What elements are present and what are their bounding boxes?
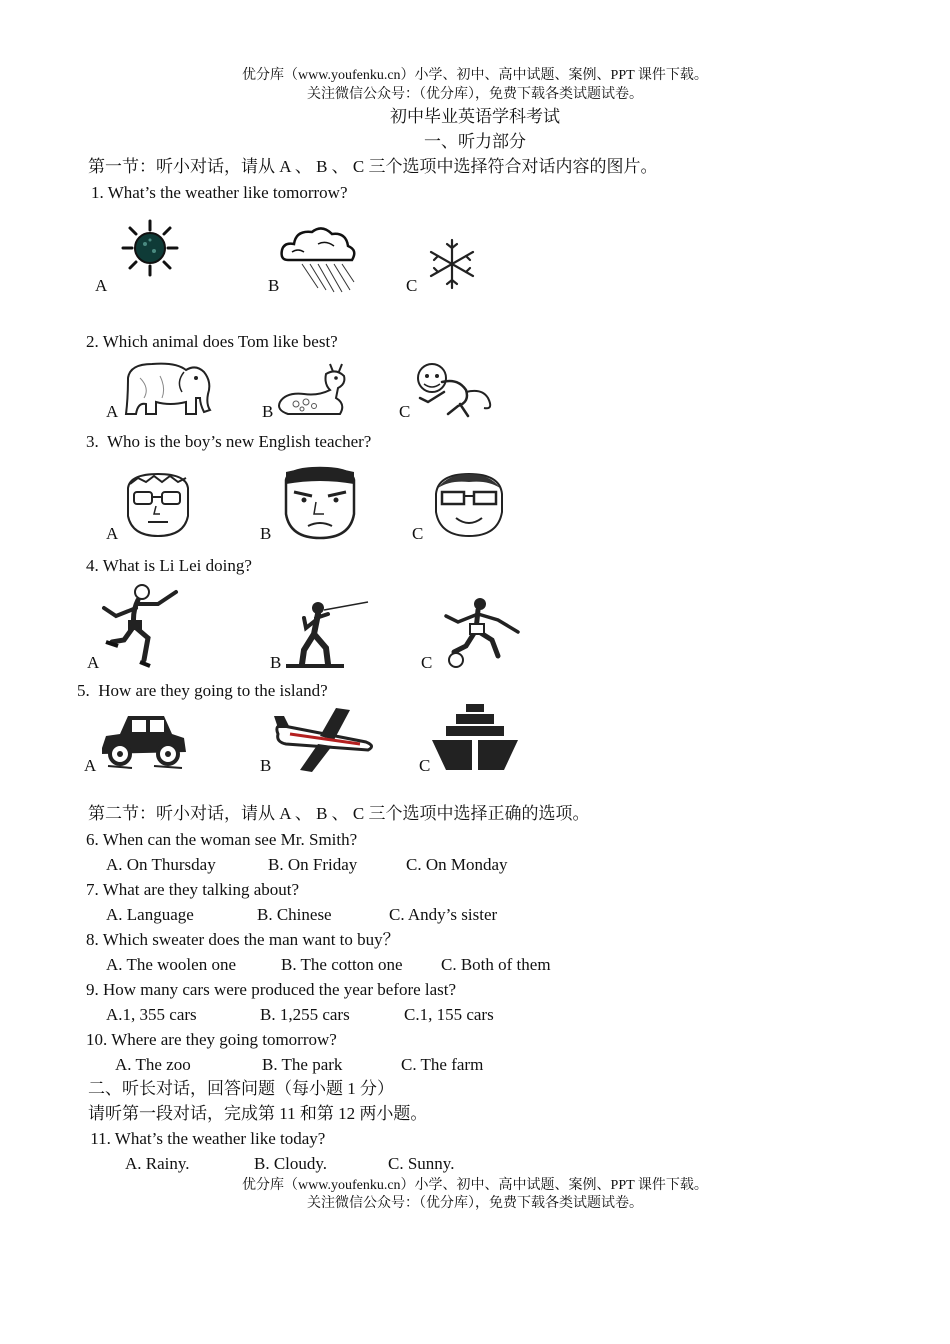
plane-icon	[270, 704, 378, 774]
option-label-a: A	[84, 756, 97, 775]
option-label-b: B	[260, 524, 272, 543]
option-a: A. Rainy.	[125, 1154, 190, 1173]
runner-icon	[96, 582, 190, 670]
football-player-icon	[440, 596, 526, 670]
option-label-c: C	[419, 756, 431, 775]
option-label-c: C	[399, 402, 411, 421]
option-a: A. On Thursday	[106, 855, 216, 874]
question-5: 5. How are they going to the island?	[77, 681, 328, 700]
option-b: B. The cotton one	[281, 955, 403, 974]
option-a: A. The zoo	[115, 1055, 191, 1074]
option-b: B. On Friday	[268, 855, 358, 874]
question-11: 11. What’s the weather like today?	[86, 1129, 326, 1148]
car-icon	[98, 708, 190, 772]
face-frown-icon	[280, 466, 360, 542]
part2-instruction: 请听第一段对话，完成第 11 和第 12 两小题。	[88, 1104, 428, 1123]
fencer-icon	[282, 598, 372, 670]
sun-icon	[120, 218, 180, 278]
face-glasses-icon	[118, 470, 198, 540]
option-label-a: A	[106, 402, 119, 421]
option-label-a: A	[87, 653, 100, 672]
question-7: 7. What are they talking about?	[86, 880, 300, 899]
question-2: 2. Which animal does Tom like best?	[86, 332, 338, 351]
option-c: C.1, 155 cars	[404, 1005, 494, 1024]
option-c: C. On Monday	[406, 855, 508, 874]
rain-cloud-icon	[278, 222, 360, 294]
option-a: A.1, 355 cars	[106, 1005, 197, 1024]
header-line-2: 关注微信公众号：（优分库），免费下载各类试题试卷。	[307, 87, 643, 102]
header-line-1: 优分库（www.youfenku.cn）小学、初中、高中试题、案例、PPT 课件下载。	[242, 68, 708, 83]
option-label-c: C	[421, 653, 433, 672]
part-heading: 一、听力部分	[424, 132, 526, 151]
option-c: C. Both of them	[441, 955, 551, 974]
footer-line-1: 优分库（www.youfenku.cn）小学、初中、高中试题、案例、PPT 课件下载。	[242, 1178, 708, 1193]
option-label-a: A	[106, 524, 119, 543]
snowflake-icon	[428, 238, 476, 290]
page-title: 初中毕业英语学科考试	[390, 107, 560, 126]
question-4: 4. What is Li Lei doing?	[86, 556, 252, 575]
option-b: B. Chinese	[257, 905, 332, 924]
section2-instruction: 第二节：听小对话，请从 A 、 B 、 C 三个选项中选择正确的选项。	[88, 804, 590, 823]
option-label-c: C	[406, 276, 418, 295]
question-10: 10. Where are they going tomorrow?	[86, 1030, 337, 1049]
option-b: B. Cloudy.	[254, 1154, 328, 1173]
option-b: B. 1,255 cars	[260, 1005, 350, 1024]
option-c: C. Andy’s sister	[389, 905, 498, 924]
monkey-icon	[408, 358, 498, 420]
option-label-b: B	[268, 276, 280, 295]
ship-icon	[430, 702, 520, 774]
face-smile-glasses-icon	[428, 470, 510, 540]
option-label-c: C	[412, 524, 424, 543]
question-9: 9. How many cars were produced the year before last?	[86, 980, 457, 999]
section1-instruction: 第一节：听小对话，请从 A 、 B 、 C 三个选项中选择符合对话内容的图片。	[88, 157, 658, 176]
option-label-a: A	[95, 276, 108, 295]
question-3: 3. Who is the boy’s new English teacher?	[86, 432, 372, 451]
option-a: A. The woolen one	[106, 955, 236, 974]
part2-heading: 二、听长对话，回答问题（每小题 1 分）	[88, 1079, 394, 1098]
question-8: 8. Which sweater does the man want to buy？	[86, 930, 400, 949]
question-6: 6. When can the woman see Mr. Smith?	[86, 830, 358, 849]
option-b: B. The park	[262, 1055, 343, 1074]
option-label-b: B	[262, 402, 274, 421]
option-c: C. Sunny.	[388, 1154, 455, 1173]
question-1: 1. What’s the weather like tomorrow?	[91, 183, 348, 202]
footer-line-2: 关注微信公众号：（优分库），免费下载各类试题试卷。	[307, 1196, 643, 1211]
option-label-b: B	[270, 653, 282, 672]
option-a: A. Language	[106, 905, 194, 924]
option-label-b: B	[260, 756, 272, 775]
option-c: C. The farm	[401, 1055, 484, 1074]
deer-icon	[274, 360, 350, 420]
elephant-icon	[120, 358, 218, 420]
